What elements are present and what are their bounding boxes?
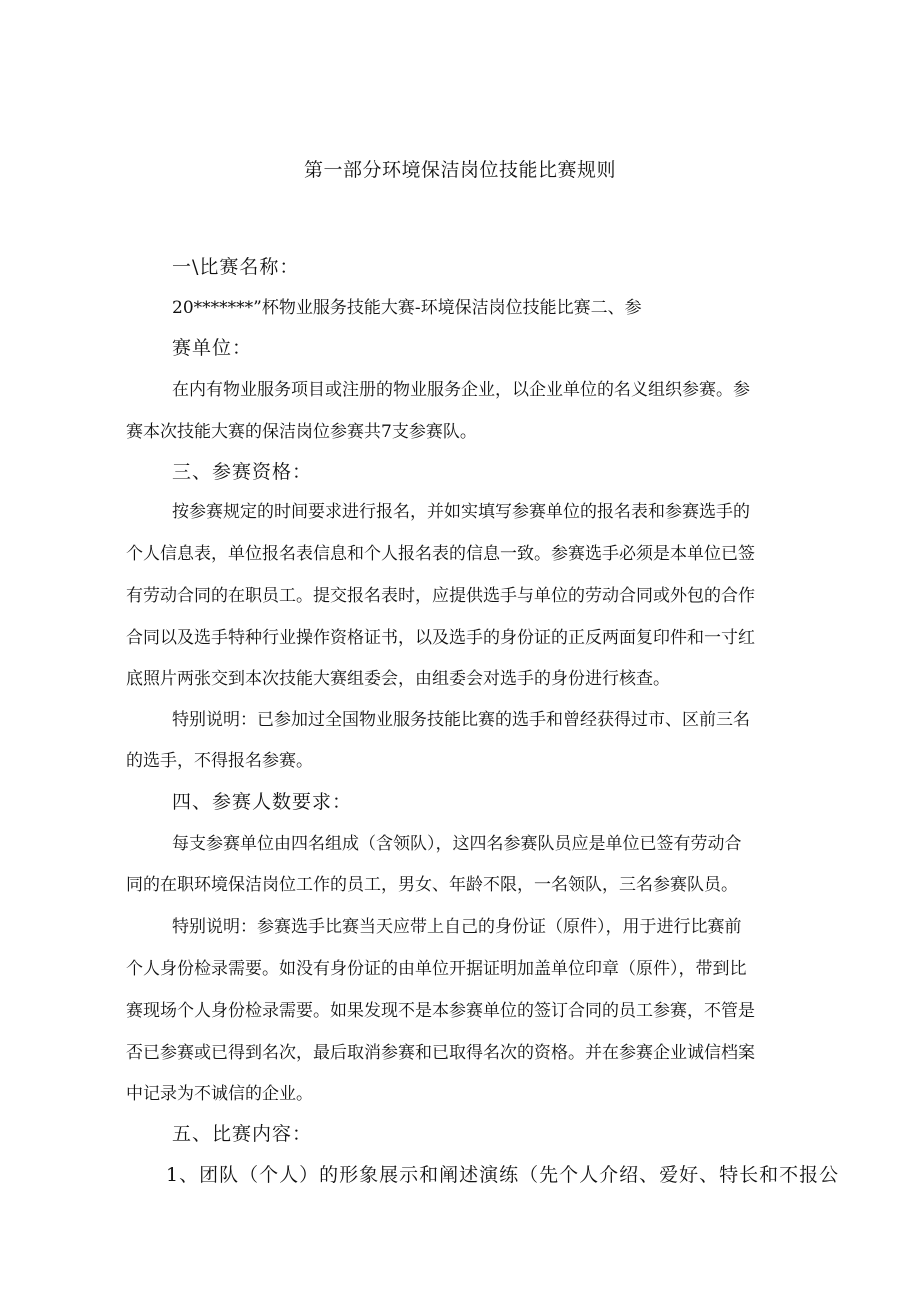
paragraph-line: 特别说明：已参加过全国物业服务技能比赛的选手和曾经获得过市、区前三名 xyxy=(172,710,750,730)
paragraph-line: 20*******”杯物业服务技能大赛-环境保洁岗位技能比赛二、参 xyxy=(172,298,642,318)
paragraph-line: 按参赛规定的时间要求进行报名，并如实填写参赛单位的报名表和参赛选手的 xyxy=(172,502,750,522)
section-heading-competition-name: 一\比赛名称： xyxy=(172,256,300,278)
paragraph-line: 底照片两张交到本次技能大赛组委会，由组委会对选手的身份进行核查。 xyxy=(126,669,670,689)
paragraph-line: 特别说明：参赛选手比赛当天应带上自己的身份证（原件），用于进行比赛前 xyxy=(172,917,742,937)
document-title: 第一部分环境保洁岗位技能比赛规则 xyxy=(303,159,616,181)
paragraph-line: 否已参赛或已得到名次，最后取消参赛和已取得名次的资格。并在参赛企业诚信档案 xyxy=(126,1043,755,1063)
section-heading-participants: 赛单位： xyxy=(172,337,253,359)
paragraph-line: 个人信息表，单位报名表信息和个人报名表的信息一致。参赛选手必须是本单位已签 xyxy=(126,544,755,564)
paragraph-line: 1、团队（个人）的形象展示和阐述演练（先个人介绍、爱好、特长和不报公 xyxy=(166,1164,840,1186)
paragraph-line: 中记录为不诚信的企业。 xyxy=(126,1084,313,1104)
paragraph-line: 的选手，不得报名参赛。 xyxy=(126,751,313,771)
paragraph-line: 合同以及选手特种行业操作资格证书，以及选手的身份证的正反两面复印件和一寸红 xyxy=(126,628,755,648)
paragraph-line: 每支参赛单位由四名组成（含领队），这四名参赛队员应是单位已签有劳动合 xyxy=(172,834,742,854)
paragraph-line: 赛现场个人身份检录需要。如果发现不是本参赛单位的签订合同的员工参赛，不管是 xyxy=(126,1001,755,1021)
section-heading-content: 五、比赛内容： xyxy=(172,1123,313,1145)
paragraph-line: 在内有物业服务项目或注册的物业服务企业，以企业单位的名义组织参赛。参 xyxy=(172,380,750,400)
paragraph-line: 个人身份检录需要。如没有身份证的由单位开据证明加盖单位印章（原件），带到比 xyxy=(126,959,747,979)
paragraph-line: 有劳动合同的在职员工。提交报名表时，应提供选手与单位的劳动合同或外包的合作 xyxy=(126,586,755,606)
paragraph-line: 同的在职环境保洁岗位工作的员工，男女、年龄不限，一名领队，三名参赛队员。 xyxy=(126,875,738,895)
section-heading-eligibility: 三、参赛资格： xyxy=(172,461,313,483)
paragraph-line: 赛本次技能大赛的保洁岗位参赛共7支参赛队。 xyxy=(126,422,477,442)
section-heading-team-size: 四、参赛人数要求： xyxy=(172,791,353,813)
